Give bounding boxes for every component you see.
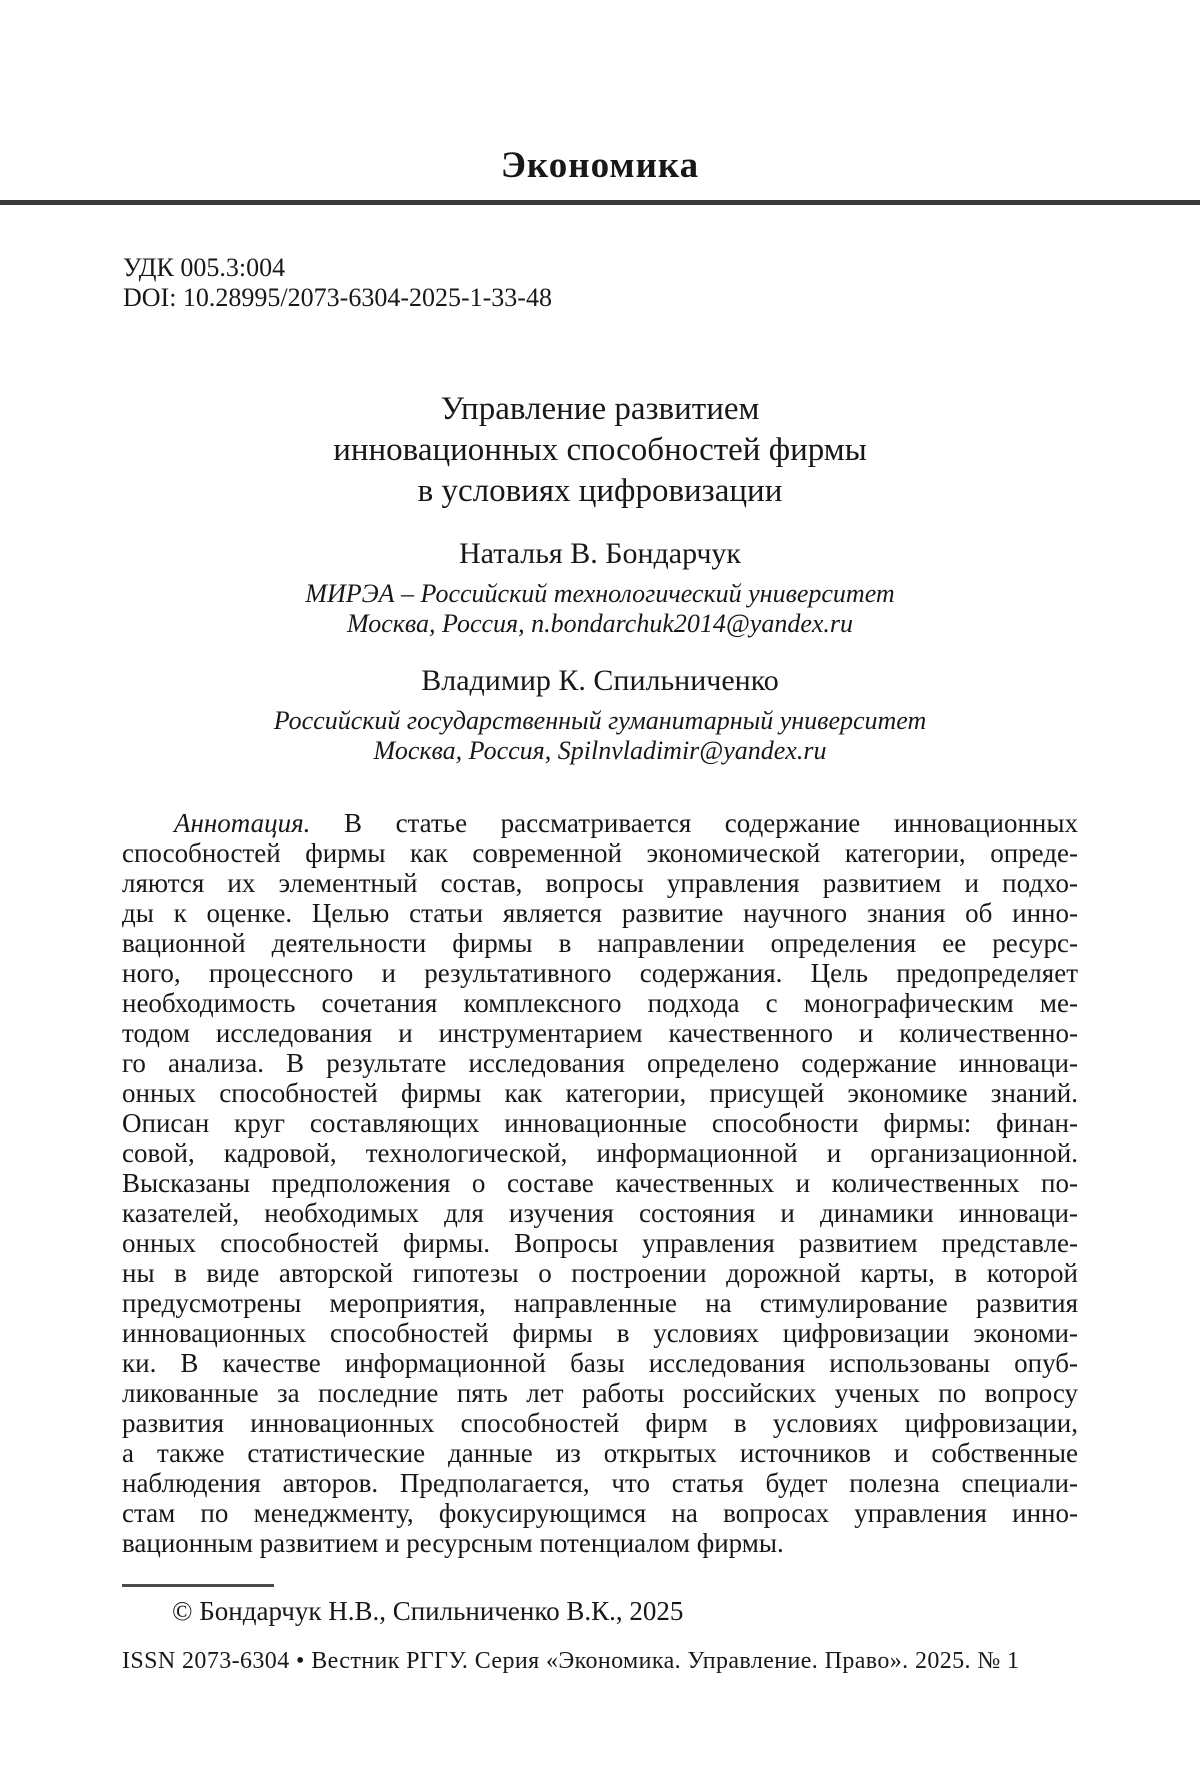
abstract-line: совой, кадровой, технологической, информационной и организационной. [122, 1138, 1078, 1168]
abstract-line: ляются их элементный состав, вопросы управления развитием и подхо- [122, 868, 1078, 898]
author-name: Наталья В. Бондарчук [459, 537, 741, 570]
abstract-line: вационным развитием и ресурсным потенциалом фирмы. [122, 1528, 784, 1558]
abstract-line: Высказаны предположения о составе качественных и количественных по- [122, 1168, 1078, 1198]
abstract-line: казателей, необходимых для изучения состояния и динамики инноваци- [122, 1198, 1078, 1228]
author-affiliation-block [0, 579, 1200, 639]
abstract-line: развития инновационных способностей фирм в условиях цифровизации, [122, 1408, 1078, 1438]
abstract-line-text: В статье рассматривается содержание инновационных [310, 808, 1078, 838]
title-line: Управление развитием [440, 391, 760, 427]
abstract-line: ликованные за последние пять лет работы российских ученых по вопросу [122, 1378, 1078, 1408]
abstract-line: инновационных способностей фирмы в условиях цифровизации экономи- [122, 1318, 1078, 1348]
doi-line: DOI: 10.28995/2073-6304-2025-1-33-48 [123, 283, 552, 312]
meta-block [123, 253, 1200, 313]
page-footer [122, 1584, 1092, 1675]
abstract-line: ны в виде авторской гипотезы о построении дорожной карты, в которой [122, 1258, 1078, 1288]
abstract-line: онных способностей фирмы. Вопросы управления развитием представле- [122, 1228, 1078, 1258]
footnote-rule [122, 1584, 274, 1587]
title-line: инновационных способностей фирмы [333, 432, 867, 468]
abstract-line: ды к оценке. Целью статьи является развитие научного знания об инно- [122, 898, 1078, 928]
abstract-line: способностей фирмы как современной экономической категории, опреде- [122, 838, 1078, 868]
author-location-email: Москва, Россия, n.bondarchuk2014@yandex.ru [346, 609, 854, 638]
title-line: в условиях цифровизации [417, 473, 783, 509]
author-affiliation-block [0, 706, 1200, 766]
abstract-line: го анализа. В результате исследования определено содержание инноваци- [122, 1048, 1078, 1078]
author-affiliation: МИРЭА – Российский технологический университет [305, 579, 895, 608]
abstract-line [122, 808, 1078, 838]
abstract-line: наблюдения авторов. Предполагается, что статья будет полезна специали- [122, 1468, 1078, 1498]
abstract [122, 808, 1078, 1558]
abstract-label: Аннотация. [174, 808, 311, 838]
abstract-line: тодом исследования и инструментарием качественного и количественно- [122, 1018, 1078, 1048]
copyright-line: © Бондарчук Н.В., Спильниченко В.К., 2025 [172, 1596, 684, 1626]
author-affiliation: Российский государственный гуманитарный университет [273, 706, 927, 735]
section-header: Экономика [500, 145, 700, 186]
abstract-line: вационной деятельности фирмы в направлении определения ее ресурс- [122, 928, 1078, 958]
header-rule [0, 200, 1200, 205]
abstract-line: ного, процессного и результативного содержания. Цель предопределяет [122, 958, 1078, 988]
author-location-email: Москва, Россия, Spilnvladimir@yandex.ru [373, 736, 827, 765]
abstract-line: необходимость сочетания комплексного подхода с монографическим ме- [122, 988, 1078, 1018]
author-name: Владимир К. Спильниченко [421, 664, 779, 697]
abstract-line: онных способностей фирмы как категории, присущей экономике знаний. [122, 1078, 1078, 1108]
article-title [0, 389, 1200, 512]
abstract-line: Описан круг составляющих инновационные способности фирмы: финан- [122, 1108, 1078, 1138]
udk-line: УДК 005.3:004 [123, 253, 286, 282]
abstract-line: ки. В качестве информационной базы исследования использованы опуб- [122, 1348, 1078, 1378]
abstract-line: предусмотрены мероприятия, направленные на стимулирование развития [122, 1288, 1078, 1318]
abstract-line: стам по менеджменту, фокусирующимся на вопросах управления инно- [122, 1498, 1078, 1528]
issn-line: ISSN 2073-6304 • Вестник РГГУ. Серия «Экономика. Управление. Право». 2025. № 1 [122, 1648, 1020, 1674]
abstract-line: а также статистические данные из открытых источников и собственные [122, 1438, 1078, 1468]
